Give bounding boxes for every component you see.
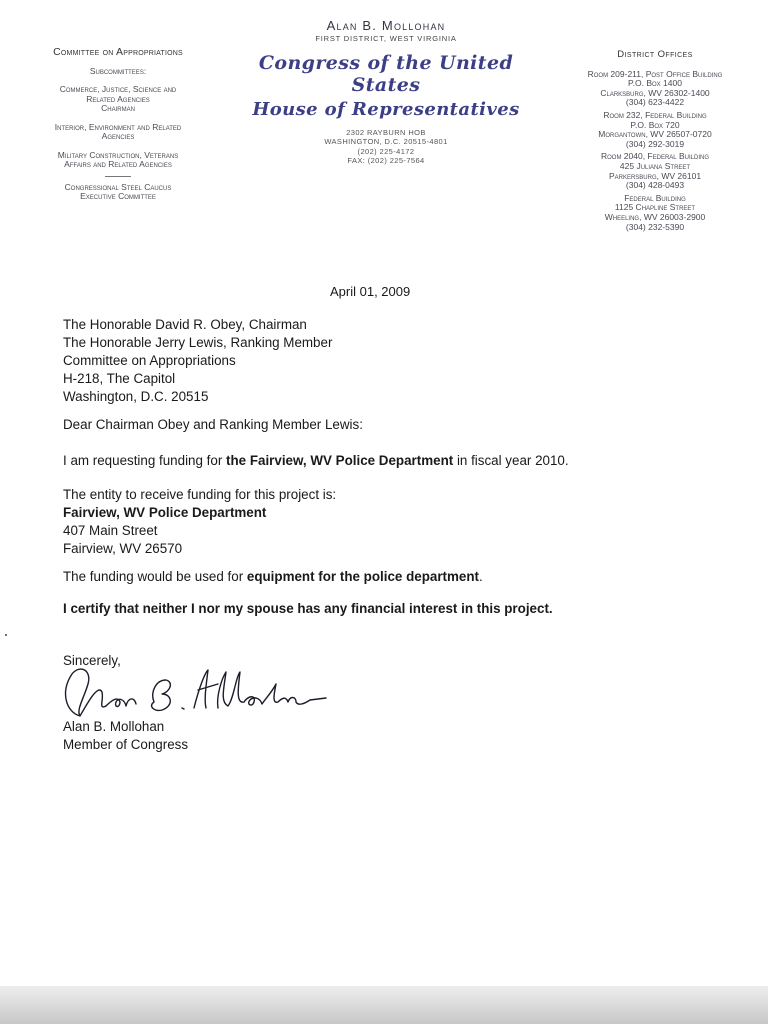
subcommittee-line: Commerce, Justice, Science and bbox=[59, 84, 177, 94]
committee-column bbox=[20, 48, 216, 202]
funding-purpose: equipment for the police department bbox=[246, 569, 480, 584]
handwritten-signature bbox=[58, 662, 328, 722]
congress-title: Congress of the United States bbox=[258, 52, 514, 96]
subcommittee-role: Chairman bbox=[101, 103, 135, 113]
request-suffix: in fiscal year 2010. bbox=[453, 453, 569, 468]
office-line: Wheeling, WV 26003-2900 bbox=[604, 211, 706, 222]
signature-block bbox=[63, 718, 188, 754]
scan-speck bbox=[5, 634, 7, 636]
funding-paragraph bbox=[63, 568, 483, 586]
bottom-scan-edge bbox=[0, 986, 768, 1024]
office-wheeling bbox=[560, 194, 750, 232]
subcommittees-label: Subcommittees: bbox=[89, 65, 147, 76]
signer-name: Alan B. Mollohan bbox=[63, 719, 165, 734]
office-line: 425 Juliana Street bbox=[619, 160, 691, 171]
office-phone: (304) 623-4422 bbox=[625, 97, 685, 108]
subcommittee-line: Interior, Environment and Related bbox=[54, 121, 182, 132]
request-paragraph bbox=[63, 452, 569, 470]
committee-name: Committee on Appropriations bbox=[53, 46, 183, 58]
office-parkersburg bbox=[560, 152, 750, 190]
letterhead bbox=[0, 0, 768, 240]
fax-line: FAX: (202) 225-7564 bbox=[347, 156, 425, 166]
dc-office-address bbox=[226, 128, 546, 166]
office-morgantown bbox=[560, 111, 750, 149]
subcommittee-milcon bbox=[20, 151, 216, 170]
address-line: 2302 RAYBURN HOB bbox=[346, 128, 426, 137]
office-line: 1125 Chapline Street bbox=[614, 202, 696, 213]
office-line: Clarksburg, WV 26302-1400 bbox=[600, 87, 710, 98]
recipient-line: Committee on Appropriations bbox=[63, 353, 236, 368]
letter-date: April 01, 2009 bbox=[330, 284, 411, 299]
entity-intro: The entity to receive funding for this project is: bbox=[63, 487, 337, 502]
subcommittee-interior bbox=[20, 123, 216, 142]
entity-name: Fairview, WV Police Department bbox=[63, 505, 267, 520]
certification: I certify that neither I nor my spouse has any financial interest in this project. bbox=[63, 601, 553, 616]
recipient-line: The Honorable Jerry Lewis, Ranking Member bbox=[63, 335, 333, 350]
office-line: Morgantown, WV 26507-0720 bbox=[598, 129, 712, 140]
phone-line: (202) 225-4172 bbox=[357, 146, 415, 156]
member-name: Alan B. Mollohan bbox=[326, 18, 446, 33]
subcommittee-line: Affairs and Related Agencies bbox=[64, 159, 172, 169]
office-phone: (304) 428-0493 bbox=[625, 180, 685, 191]
recipient-line: H-218, The Capitol bbox=[63, 371, 176, 386]
office-phone: (304) 292-3019 bbox=[625, 138, 685, 149]
house-title: House of Representatives bbox=[252, 99, 520, 120]
entity-address-line: 407 Main Street bbox=[63, 523, 158, 538]
request-prefix: I am requesting funding for bbox=[63, 453, 227, 468]
member-district: FIRST DISTRICT, WEST VIRGINIA bbox=[315, 34, 457, 43]
office-line: P.O. Box 1400 bbox=[628, 78, 682, 89]
funding-prefix: The funding would be used for bbox=[63, 569, 247, 584]
district-offices-column bbox=[560, 50, 750, 235]
office-line: Room 232, Federal Building bbox=[603, 109, 707, 120]
subcommittee-line: Agencies bbox=[101, 131, 135, 141]
subcommittee-line: Related Agencies bbox=[86, 93, 150, 104]
office-line: Room 2040, Federal Building bbox=[600, 151, 710, 162]
district-offices-heading: District Offices bbox=[617, 49, 693, 60]
entity-address-line: Fairview, WV 26570 bbox=[63, 541, 183, 556]
office-line: Room 209-211, Post Office Building bbox=[587, 68, 723, 79]
member-column bbox=[226, 18, 546, 166]
request-entity: the Fairview, WV Police Department bbox=[226, 453, 454, 468]
caucus-line: Congressional Steel Caucus bbox=[64, 181, 172, 192]
office-line: P.O. Box 720 bbox=[630, 119, 680, 130]
funding-suffix: . bbox=[479, 569, 483, 584]
office-phone: (304) 232-5390 bbox=[625, 221, 685, 232]
caucus-line: Executive Committee bbox=[80, 191, 156, 201]
closing: Sincerely, bbox=[63, 653, 121, 668]
subcommittee-line: Military Construction, Veterans bbox=[57, 149, 179, 160]
recipient-line: Washington, D.C. 20515 bbox=[63, 389, 209, 404]
divider bbox=[105, 176, 131, 177]
address-line: WASHINGTON, D.C. 20515-4801 bbox=[324, 137, 448, 147]
steel-caucus bbox=[20, 183, 216, 202]
office-line: Parkersburg, WV 26101 bbox=[608, 170, 702, 181]
entity-paragraph bbox=[63, 486, 336, 558]
subcommittee-cjs bbox=[20, 85, 216, 114]
signer-title: Member of Congress bbox=[63, 737, 189, 752]
recipient-block bbox=[63, 316, 332, 406]
salutation: Dear Chairman Obey and Ranking Member Lewis: bbox=[63, 417, 363, 432]
office-line: Federal Building bbox=[624, 192, 686, 203]
recipient-line: The Honorable David R. Obey, Chairman bbox=[63, 317, 307, 332]
office-clarksburg bbox=[560, 70, 750, 108]
